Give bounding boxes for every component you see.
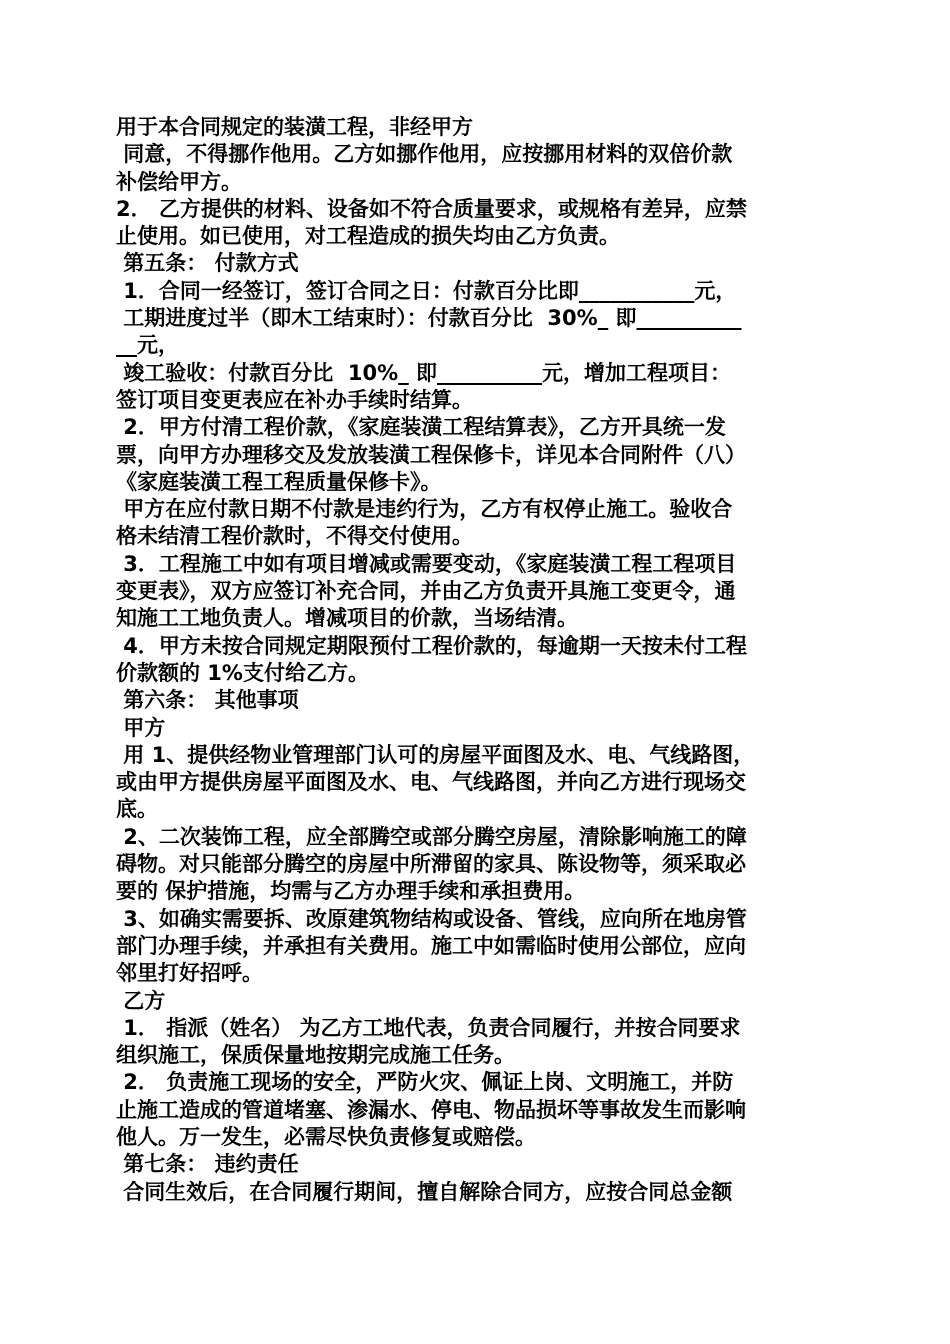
text-line: 竣工验收：付款百分比 10%_ 即__________元，增加工程项目： (116, 360, 732, 385)
text-line: 知施工工地负责人。增减项目的价款，当场结清。 (116, 606, 578, 631)
text-line: 碍物。对只能部分腾空的房屋中所滞留的家具、陈设物等，须采取必 (116, 852, 746, 877)
section-heading: 第六条： 其他事项 (116, 688, 299, 713)
text-line: __元， (116, 333, 179, 358)
text-line: 止施工造成的管道堵塞、渗漏水、停电、物品损坏等事故发生而影响 (116, 1097, 746, 1122)
text-line: 用于本合同规定的装潢工程，非经甲方 (116, 115, 473, 139)
text-line: 底。 (116, 797, 158, 822)
text-line: 2． 乙方提供的材料、设备如不符合质量要求，或规格有差异，应禁 (116, 196, 747, 221)
text-line: 2、二次装饰工程，应全部腾空或部分腾空房屋，清除影响施工的障 (116, 824, 747, 849)
text-line: 用 1、提供经物业管理部门认可的房屋平面图及水、电、气线路图， (116, 742, 755, 767)
text-line: 2． 负责施工现场的安全，严防火灾、佩证上岗、文明施工，并防 (116, 1070, 734, 1095)
text-line: 止使用。如已使用，对工程造成的损失均由乙方负责。 (116, 224, 620, 249)
text-line: 补偿给甲方。 (116, 169, 242, 194)
text-line: 合同生效后，在合同履行期间，擅自解除合同方，应按合同总金额 (116, 1179, 733, 1204)
text-line: 2．甲方付清工程价款，《家庭装潢工程结算表》，乙方开具统一发 (116, 415, 726, 440)
text-line: 格未结清工程价款时，不得交付使用。 (116, 524, 473, 549)
text-line: 3、如确实需要拆、改原建筑物结构或设备、管线，应向所在地房管 (116, 906, 747, 931)
text-line: 同意，不得挪作他用。乙方如挪作他用，应按挪用材料的双倍价款 (116, 142, 733, 167)
subsection-heading: 乙方 (116, 988, 166, 1013)
section-heading: 第五条： 付款方式 (116, 251, 299, 276)
text-line: 他人。万一发生，必需尽快负责修复或赔偿。 (116, 1124, 536, 1149)
section-heading: 第七条： 违约责任 (116, 1152, 299, 1177)
text-line: 甲方在应付款日期不付款是违约行为，乙方有权停止施工。验收合 (116, 497, 733, 522)
subsection-heading: 甲方 (116, 715, 166, 740)
text-line: 价款额的 1%支付给乙方。 (116, 660, 369, 685)
text-line: 票，向甲方办理移交及发放装潢工程保修卡，详见本合同附件（八） (116, 442, 746, 467)
text-line: 邻里打好招呼。 (116, 961, 263, 986)
text-line: 要的 保护措施，均需与乙方办理手续和承担费用。 (116, 879, 586, 904)
text-line: 1．合同一经签订，签订合同之日：付款百分比即___________元， (116, 278, 737, 303)
text-line: 4．甲方未按合同规定期限预付工程价款的，每逾期一天按未付工程 (116, 633, 747, 658)
text-line: 组织施工，保质保量地按期完成施工任务。 (116, 1043, 515, 1068)
text-line: 工期进度过半（即木工结束时）：付款百分比 30%_ 即__________ (116, 306, 742, 331)
document-body (116, 114, 836, 1206)
text-line: 部门办理手续，并承担有关费用。施工中如需临时使用公部位，应向 (116, 933, 746, 958)
text-line: 变更表》，双方应签订补充合同，并由乙方负责开具施工变更令，通 (116, 579, 736, 604)
text-line: 或由甲方提供房屋平面图及水、电、气线路图，并向乙方进行现场交 (116, 770, 746, 795)
text-line: 1． 指派（姓名） 为乙方工地代表，负责合同履行，并按合同要求 (116, 1015, 741, 1040)
text-line: 《家庭装潢工程工程质量保修卡》。 (116, 469, 442, 494)
text-line: 3．工程施工中如有项目增减或需要变动，《家庭装潢工程工程项目 (116, 551, 737, 576)
text-line: 签订项目变更表应在补办手续时结算。 (116, 387, 473, 412)
